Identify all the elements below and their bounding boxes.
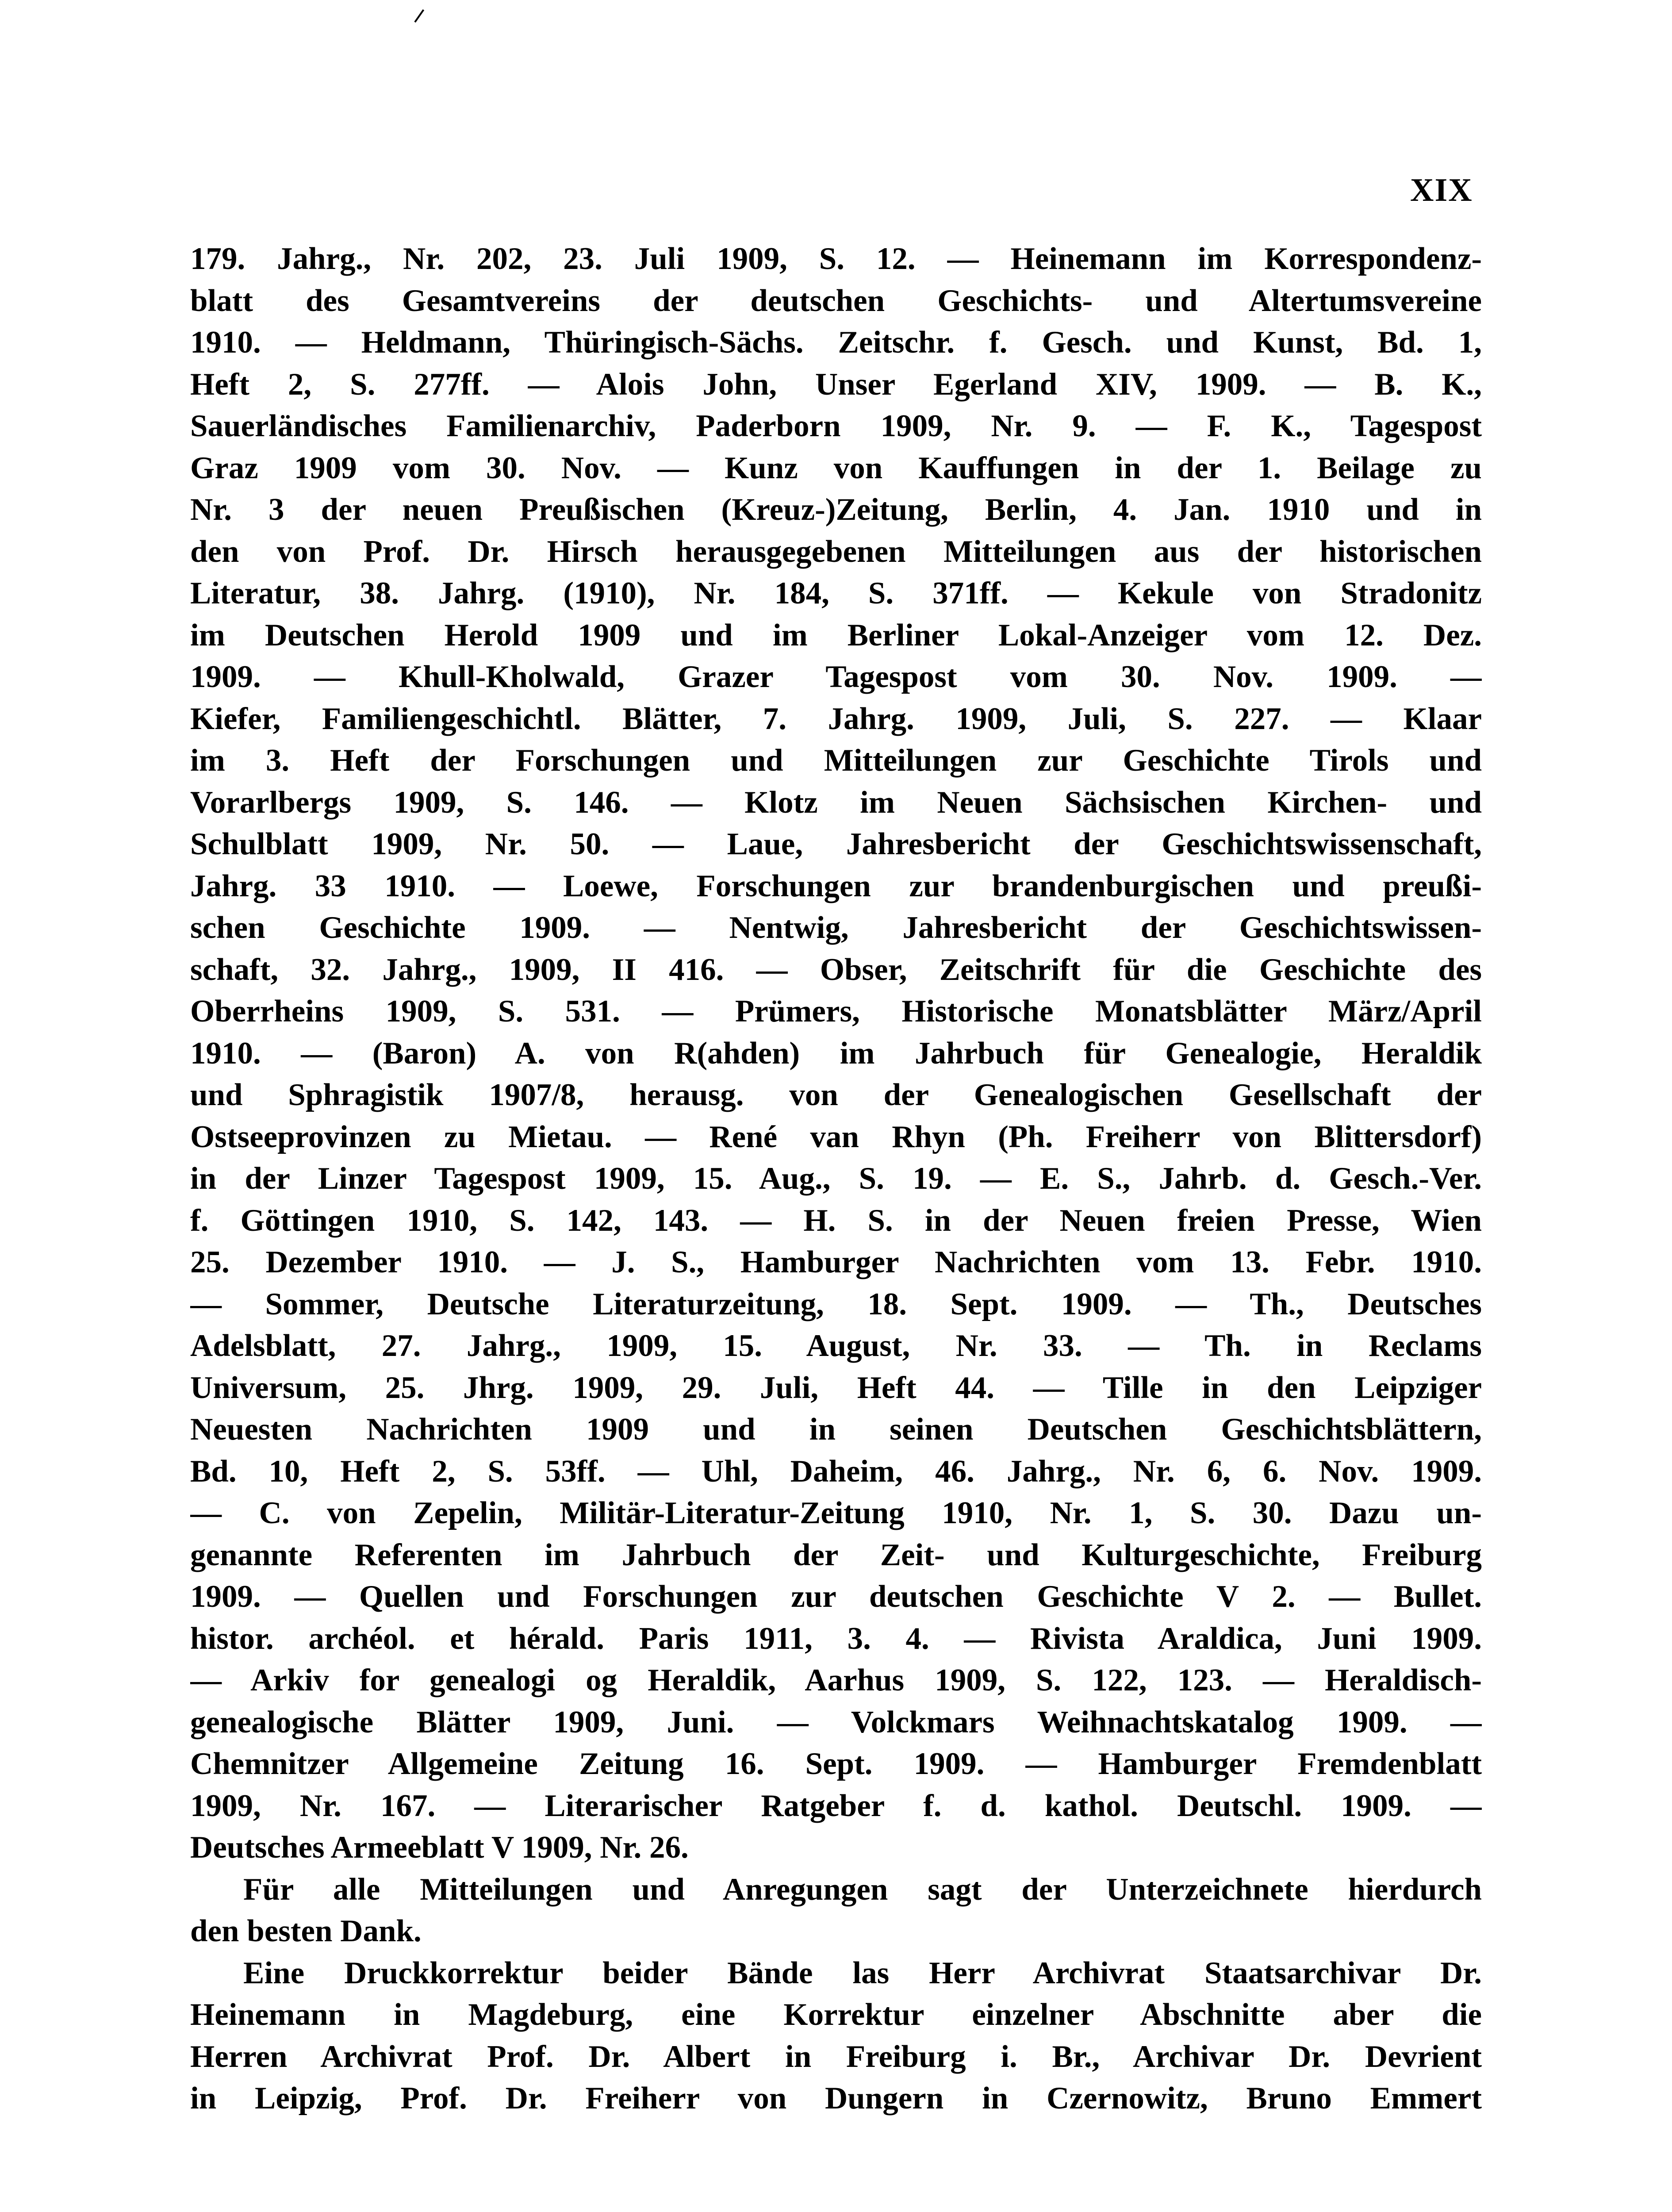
text-line: — Sommer, Deutsche Literaturzeitung, 18. Sept. 1909. — Th., Deutsches xyxy=(190,1286,1482,1321)
text-line: Ostseeprovinzen zu Mietau. — René van Rhyn (Ph. Freiherr von Blittersdorf) xyxy=(190,1119,1482,1154)
text-line: Universum, 25. Jhrg. 1909, 29. Juli, Heft 44. — Tille in den Leipziger xyxy=(190,1370,1482,1405)
text-line: 1909. — Quellen und Forschungen zur deutschen Geschichte V 2. — Bullet. xyxy=(190,1579,1482,1614)
text-line: Heft 2, S. 277ff. — Alois John, Unser Egerland XIV, 1909. — B. K., xyxy=(190,367,1482,402)
text-line: 1909, Nr. 167. — Literarischer Ratgeber f. d. kathol. Deutschl. 1909. — xyxy=(190,1788,1482,1823)
text-line: genannte Referenten im Jahrbuch der Zeit- und Kulturgeschichte, Freiburg xyxy=(190,1537,1482,1572)
text-line: f. Göttingen 1910, S. 142, 143. — H. S. in der Neuen freien Presse, Wien xyxy=(190,1203,1482,1238)
text-line: in der Linzer Tagespost 1909, 15. Aug., S. 19. — E. S., Jahrb. d. Gesch.-Ver. xyxy=(190,1161,1482,1196)
text-line: histor. archéol. et hérald. Paris 1911, 3. 4. — Rivista Araldica, Juni 1909. xyxy=(190,1621,1482,1656)
text-line: schen Geschichte 1909. — Nentwig, Jahresbericht der Geschichtswissen- xyxy=(190,910,1482,945)
text-line: Nr. 3 der neuen Preußischen (Kreuz-)Zeitung, Berlin, 4. Jan. 1910 und in xyxy=(190,492,1482,527)
page-number: XIX xyxy=(1410,172,1473,208)
text-line: — Arkiv for genealogi og Heraldik, Aarhus 1909, S. 122, 123. — Heraldisch- xyxy=(190,1663,1482,1697)
text-line: Herren Archivrat Prof. Dr. Albert in Freiburg i. Br., Archivar Dr. Devrient xyxy=(190,2039,1482,2074)
paragraph-start-line: Eine Druckkorrektur beider Bände las Herr Archivrat Staatsarchivar Dr. xyxy=(243,1955,1482,1990)
text-line: im Deutschen Herold 1909 und im Berliner Lokal-Anzeiger vom 12. Dez. xyxy=(190,618,1482,653)
text-line: 1909. — Khull-Kholwald, Grazer Tagespost vom 30. Nov. 1909. — xyxy=(190,660,1482,694)
text-line: Jahrg. 33 1910. — Loewe, Forschungen zur brandenburgischen und preußi- xyxy=(190,868,1482,903)
text-line: Oberrheins 1909, S. 531. — Prümers, Historische Monatsblätter März/April xyxy=(190,994,1482,1029)
text-line: Schulblatt 1909, Nr. 50. — Laue, Jahresbericht der Geschichtswissenschaft, xyxy=(190,827,1482,861)
text-line: — C. von Zepelin, Militär-Literatur-Zeitung 1910, Nr. 1, S. 30. Dazu un- xyxy=(190,1496,1482,1530)
text-line: den von Prof. Dr. Hirsch herausgegebenen Mitteilungen aus der historischen xyxy=(190,534,1482,569)
text-line: Adelsblatt, 27. Jahrg., 1909, 15. August, Nr. 33. — Th. in Reclams xyxy=(190,1329,1482,1363)
text-line: Neuesten Nachrichten 1909 und in seinen Deutschen Geschichtsblättern, xyxy=(190,1412,1482,1447)
stray-pen-mark xyxy=(414,9,424,23)
text-line: Vorarlbergs 1909, S. 146. — Klotz im Neuen Sächsischen Kirchen- und xyxy=(190,785,1482,820)
text-line: Kiefer, Familiengeschichtl. Blätter, 7. Jahrg. 1909, Juli, S. 227. — Klaar xyxy=(190,701,1482,736)
text-line: Literatur, 38. Jahrg. (1910), Nr. 184, S. 371ff. — Kekule von Stradonitz xyxy=(190,576,1482,611)
text-line: Heinemann in Magdeburg, eine Korrektur einzelner Abschnitte aber die xyxy=(190,1997,1482,2032)
text-line: Chemnitzer Allgemeine Zeitung 16. Sept. 1909. — Hamburger Fremdenblatt xyxy=(190,1747,1482,1781)
text-line: genealogische Blätter 1909, Juni. — Volckmars Weihnachtskatalog 1909. — xyxy=(190,1705,1482,1740)
text-line: 1910. — Heldmann, Thüringisch-Sächs. Zeitschr. f. Gesch. und Kunst, Bd. 1, xyxy=(190,325,1482,360)
text-line: schaft, 32. Jahrg., 1909, II 416. — Obser, Zeitschrift für die Geschichte des xyxy=(190,952,1482,987)
text-line: blatt des Gesamtvereins der deutschen Geschichts- und Altertumsvereine xyxy=(190,283,1482,318)
text-line: Bd. 10, Heft 2, S. 53ff. — Uhl, Daheim, 46. Jahrg., Nr. 6, 6. Nov. 1909. xyxy=(190,1454,1482,1489)
paragraph-start-line: Für alle Mitteilungen und Anregungen sagt der Unterzeichnete hierdurch xyxy=(243,1872,1482,1907)
text-line: 179. Jahrg., Nr. 202, 23. Juli 1909, S. 12. — Heinemann im Korrespondenz- xyxy=(190,242,1482,276)
body-text xyxy=(190,238,1482,2120)
text-line: 1910. — (Baron) A. von R(ahden) im Jahrbuch für Genealogie, Heraldik xyxy=(190,1036,1482,1071)
paragraph-end-line: den besten Dank. xyxy=(190,1914,422,1948)
text-line: Sauerländisches Familienarchiv, Paderborn 1909, Nr. 9. — F. K., Tagespost xyxy=(190,409,1482,443)
paragraph-end-line: Deutsches Armeeblatt V 1909, Nr. 26. xyxy=(190,1830,689,1865)
text-line: Graz 1909 vom 30. Nov. — Kunz von Kauffungen in der 1. Beilage zu xyxy=(190,450,1482,485)
text-line: in Leipzig, Prof. Dr. Freiherr von Dungern in Czernowitz, Bruno Emmert xyxy=(190,2081,1482,2116)
text-line: 25. Dezember 1910. — J. S., Hamburger Nachrichten vom 13. Febr. 1910. xyxy=(190,1245,1482,1279)
text-line: im 3. Heft der Forschungen und Mitteilungen zur Geschichte Tirols und xyxy=(190,743,1482,778)
text-line: und Sphragistik 1907/8, herausg. von der Genealogischen Gesellschaft der xyxy=(190,1078,1482,1112)
